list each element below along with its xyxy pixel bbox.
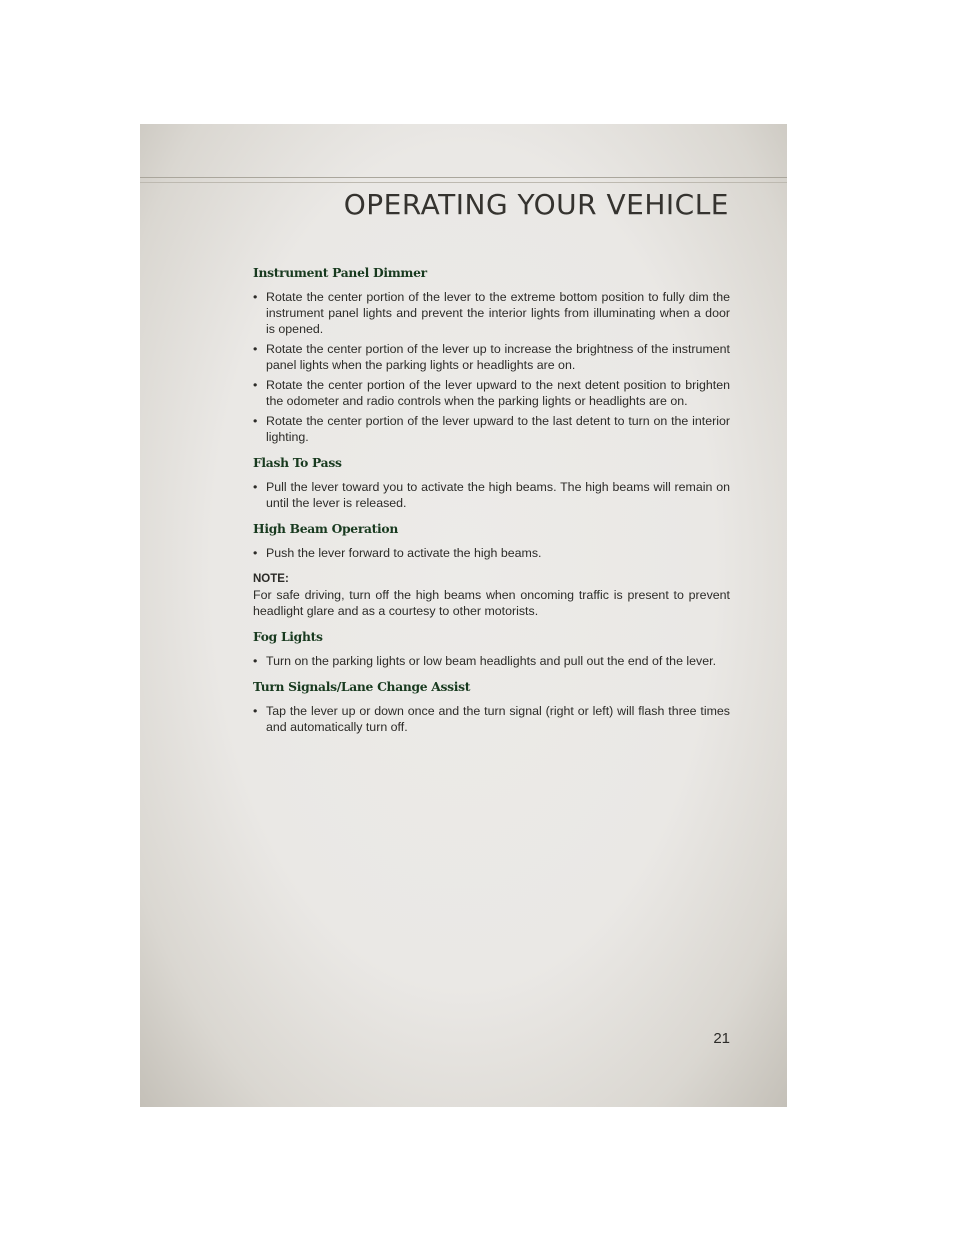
list-item <box>253 413 730 445</box>
section-heading: Instrument Panel Dimmer <box>253 265 427 280</box>
list-item <box>253 341 730 373</box>
list-item-text: Rotate the center portion of the lever up to increase the brightness of the instrument panel lights when the parking lights or headlights are on. <box>266 342 730 372</box>
bullet-icon: • <box>253 342 258 356</box>
bullet-list <box>253 653 730 669</box>
list-item-text: Rotate the center portion of the lever upward to the next detent position to brighten the odometer and radio controls when the parking lights or headlights are on. <box>266 378 730 408</box>
section-heading: Flash To Pass <box>253 455 342 470</box>
list-item <box>253 479 730 511</box>
list-item-text: Rotate the center portion of the lever upward to the last detent to turn on the interior lighting. <box>266 414 730 444</box>
list-item <box>253 289 730 337</box>
section-heading: High Beam Operation <box>253 521 398 536</box>
bullet-icon: • <box>253 414 258 428</box>
bullet-icon: • <box>253 654 258 668</box>
list-item <box>253 703 730 735</box>
manual-page <box>140 124 787 1107</box>
bullet-list <box>253 289 730 445</box>
bullet-icon: • <box>253 378 258 392</box>
page-content <box>253 265 730 745</box>
bullet-icon: • <box>253 290 258 304</box>
header-rule-secondary <box>140 182 787 183</box>
list-item-text: Tap the lever up or down once and the turn signal (right or left) will flash three times and automatically turn off. <box>266 704 730 734</box>
note-label: NOTE: <box>253 573 289 585</box>
bullet-list <box>253 479 730 511</box>
bullet-icon: • <box>253 480 258 494</box>
list-item-text: Push the lever forward to activate the high beams. <box>266 546 542 560</box>
section-instrument-panel-dimmer <box>253 265 730 445</box>
section-fog-lights <box>253 629 730 669</box>
bullet-list <box>253 545 730 561</box>
section-flash-to-pass <box>253 455 730 511</box>
section-high-beam-operation <box>253 521 730 561</box>
section-heading: Turn Signals/Lane Change Assist <box>253 679 471 694</box>
list-item-text: Turn on the parking lights or low beam headlights and pull out the end of the lever. <box>266 654 717 668</box>
section-heading: Fog Lights <box>253 629 323 644</box>
section-turn-signals <box>253 679 730 735</box>
header-rule <box>140 177 787 178</box>
bullet-list <box>253 703 730 735</box>
page-number: 21 <box>713 1030 730 1047</box>
list-item <box>253 653 730 669</box>
bullet-icon: • <box>253 546 258 560</box>
list-item <box>253 377 730 409</box>
page-title: OPERATING YOUR VEHICLE <box>343 188 729 221</box>
bullet-icon: • <box>253 704 258 718</box>
note-text: For safe driving, turn off the high beams when oncoming traffic is present to prevent headlight glare and as a courtesy to other motorists. <box>253 588 730 618</box>
list-item <box>253 545 730 561</box>
list-item-text: Pull the lever toward you to activate the high beams. The high beams will remain on until the lever is released. <box>266 480 730 510</box>
list-item-text: Rotate the center portion of the lever to the extreme bottom position to fully dim the instrument panel lights and prevent the interior lights from illuminating when a door is opened. <box>266 290 730 336</box>
